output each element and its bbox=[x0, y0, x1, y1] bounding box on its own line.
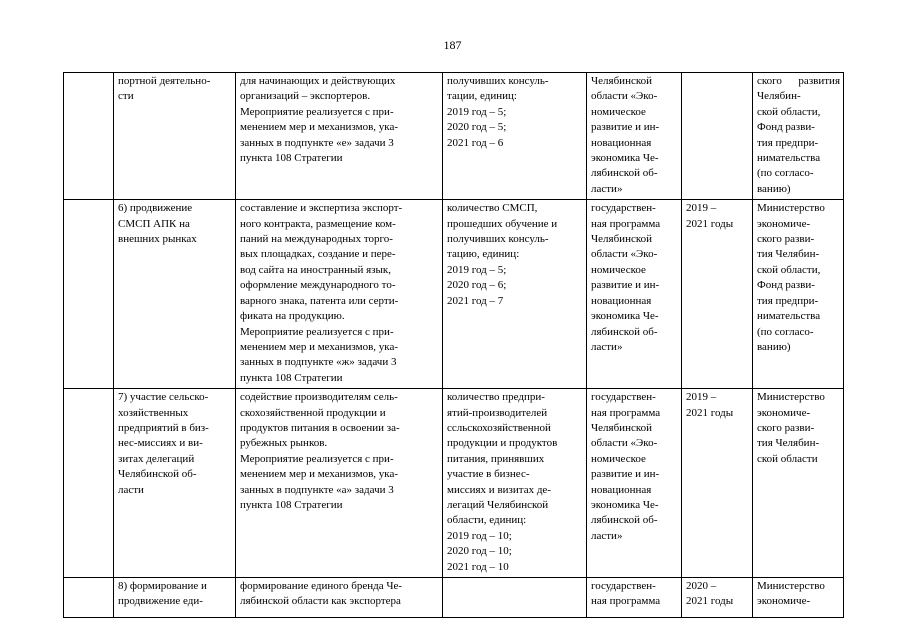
responsible-line: ской области bbox=[757, 452, 818, 465]
indicators-line: 2019 год – 10; bbox=[447, 529, 512, 542]
indicators-line: ятий-производителей bbox=[447, 406, 548, 419]
program-line: экономика Че- bbox=[591, 498, 659, 511]
indicators-cell bbox=[443, 200, 587, 389]
indicators-cell bbox=[443, 389, 587, 578]
activity-line: предприятий в биз- bbox=[118, 421, 209, 434]
indicators-line: ссльскохозяйственной bbox=[447, 421, 551, 434]
activity-cell bbox=[114, 389, 236, 578]
program-line: экономика Че- bbox=[591, 310, 659, 323]
program-line: государствен- bbox=[591, 202, 656, 215]
program-line: области «Эко- bbox=[591, 90, 658, 103]
indicators-line: 2019 год – 5; bbox=[447, 263, 507, 276]
indicators-line: продукции и продуктов bbox=[447, 437, 558, 450]
indicators-cell bbox=[443, 578, 587, 618]
indicators-line: 2019 год – 5; bbox=[447, 105, 507, 118]
activity-line: зитах делегаций bbox=[118, 452, 195, 465]
description-line: формирование единого бренда Че- bbox=[240, 580, 403, 592]
period-line: 2021 годы bbox=[686, 595, 734, 608]
period-cell bbox=[682, 73, 753, 200]
description-line: организаций – экспортеров. bbox=[240, 90, 371, 103]
responsible-line: экономиче- bbox=[757, 595, 811, 608]
indicators-line: 2021 год – 7 bbox=[447, 294, 504, 307]
responsible-line: тия предпри- bbox=[757, 136, 819, 149]
description-cell bbox=[236, 200, 443, 389]
description-line: фиката на продукцию. bbox=[240, 310, 345, 323]
period-line: 2021 годы bbox=[686, 406, 734, 419]
program-line: номическое bbox=[591, 452, 646, 465]
description-line: паний на международных торго- bbox=[240, 233, 393, 246]
program-line: государствен- bbox=[591, 580, 656, 592]
description-cell bbox=[236, 578, 443, 618]
responsible-line: Фонд разви- bbox=[757, 121, 815, 134]
program-line: лябинской об- bbox=[591, 325, 658, 338]
description-line: варного знака, патента или серти- bbox=[240, 294, 399, 307]
indicators-line: получивших консуль- bbox=[447, 233, 549, 246]
description-line: вод сайта на иностранный язык, bbox=[240, 263, 391, 276]
program-line: развитие и ин- bbox=[591, 121, 660, 134]
description-line: рубежных рынков. bbox=[240, 437, 328, 450]
description-line: пункта 108 Стратегии bbox=[240, 371, 343, 384]
program-line: области «Эко- bbox=[591, 437, 658, 450]
responsible-line: ванию) bbox=[757, 182, 791, 195]
activity-line: Челябинской об- bbox=[118, 468, 197, 481]
activity-cell bbox=[114, 200, 236, 389]
program-line: развитие и ин- bbox=[591, 468, 660, 481]
activity-cell bbox=[114, 73, 236, 200]
responsible-line: ского разви- bbox=[757, 233, 815, 246]
program-line: ная программа bbox=[591, 406, 661, 419]
description-line: оформление международного то- bbox=[240, 279, 396, 292]
responsible-line: тия предпри- bbox=[757, 294, 819, 307]
activity-line: ласти bbox=[118, 483, 144, 496]
description-line: ного контракта, размещение ком- bbox=[240, 217, 396, 230]
activity-line: 8) формирование и bbox=[118, 580, 207, 592]
program-cell bbox=[587, 389, 682, 578]
indicators-line: получивших консуль- bbox=[447, 75, 549, 87]
activity-line: портной деятельно- bbox=[118, 75, 211, 87]
indicators-line: прошедших обучение и bbox=[447, 217, 558, 230]
number-cell bbox=[64, 73, 114, 200]
program-line: ная программа bbox=[591, 595, 661, 608]
responsible-cell bbox=[753, 389, 844, 578]
program-cell bbox=[587, 200, 682, 389]
program-line: экономика Че- bbox=[591, 152, 659, 165]
responsible-line: Министерство bbox=[757, 580, 825, 592]
program-line: номическое bbox=[591, 263, 646, 276]
responsible-line: тия Челябин- bbox=[757, 437, 820, 450]
indicators-line: 2021 год – 10 bbox=[447, 560, 509, 573]
page-number: 187 bbox=[443, 38, 462, 52]
table-row bbox=[64, 578, 844, 618]
period-line: 2021 годы bbox=[686, 217, 734, 230]
period-cell bbox=[682, 389, 753, 578]
indicators-line: легаций Челябинской bbox=[447, 498, 549, 511]
program-line: государствен- bbox=[591, 391, 656, 404]
responsible-line: нимательства bbox=[757, 152, 821, 165]
indicators-line: участие в бизнес- bbox=[447, 468, 530, 481]
responsible-cell bbox=[753, 578, 844, 618]
number-cell bbox=[64, 578, 114, 618]
table-row bbox=[64, 73, 844, 200]
strategy-table bbox=[63, 72, 844, 618]
number-cell bbox=[64, 389, 114, 578]
activity-line: хозяйственных bbox=[118, 406, 189, 419]
description-line: продуктов питания в освоении за- bbox=[240, 421, 400, 434]
responsible-line: тия Челябин- bbox=[757, 248, 820, 261]
description-line: Мероприятие реализуется с при- bbox=[240, 325, 394, 338]
table-row bbox=[64, 389, 844, 578]
responsible-line: ского развития Челябин- bbox=[757, 75, 840, 103]
description-line: занных в подпункте «ж» задачи 3 bbox=[240, 356, 397, 369]
description-line: скохозяйственной продукции и bbox=[240, 406, 386, 419]
program-cell bbox=[587, 73, 682, 200]
indicators-line: 2020 год – 6; bbox=[447, 279, 507, 292]
program-line: области «Эко- bbox=[591, 248, 658, 261]
activity-line: сти bbox=[118, 90, 134, 103]
activity-cell bbox=[114, 578, 236, 618]
description-line: Мероприятие реализуется с при- bbox=[240, 105, 394, 118]
program-line: лябинской об- bbox=[591, 514, 658, 527]
program-line: номическое bbox=[591, 105, 646, 118]
responsible-line: (по согласо- bbox=[757, 167, 814, 180]
program-line: Челябинской bbox=[591, 421, 653, 434]
period-cell bbox=[682, 578, 753, 618]
description-line: пункта 108 Стратегии bbox=[240, 152, 343, 165]
responsible-line: ского разви- bbox=[757, 421, 815, 434]
indicators-line: миссиях и визитах де- bbox=[447, 483, 551, 496]
responsible-line: ской области, bbox=[757, 105, 821, 118]
activity-line: продвижение еди- bbox=[118, 595, 203, 608]
responsible-line: Министерство bbox=[757, 391, 825, 404]
responsible-line: нимательства bbox=[757, 310, 821, 323]
period-cell bbox=[682, 200, 753, 389]
period-line: 2019 – bbox=[686, 391, 717, 404]
description-line: лябинской области как экспортера bbox=[240, 595, 401, 608]
responsible-cell bbox=[753, 200, 844, 389]
responsible-line: Фонд разви- bbox=[757, 279, 815, 292]
responsible-cell bbox=[753, 73, 844, 200]
description-line: вых площадках, создание и пере- bbox=[240, 248, 396, 261]
program-line: новационная bbox=[591, 483, 652, 496]
responsible-line: Министерство bbox=[757, 202, 825, 215]
activity-line: внешних рынках bbox=[118, 233, 197, 246]
program-line: развитие и ин- bbox=[591, 279, 660, 292]
activity-line: СМСП АПК на bbox=[118, 217, 190, 230]
program-line: новационная bbox=[591, 136, 652, 149]
description-line: менением мер и механизмов, ука- bbox=[240, 340, 398, 353]
responsible-line: (по согласо- bbox=[757, 325, 814, 338]
program-line: лябинской об- bbox=[591, 167, 658, 180]
description-line: составление и экспертиза экспорт- bbox=[240, 202, 403, 215]
responsible-line: ской области, bbox=[757, 263, 821, 276]
description-cell bbox=[236, 73, 443, 200]
indicators-line: 2021 год – 6 bbox=[447, 136, 504, 149]
program-line: новационная bbox=[591, 294, 652, 307]
activity-line: нес-миссиях и ви- bbox=[118, 437, 203, 450]
description-cell bbox=[236, 389, 443, 578]
indicators-line: области, единиц: bbox=[447, 514, 527, 527]
program-line: ная программа bbox=[591, 217, 661, 230]
program-line: Челябинской bbox=[591, 233, 653, 246]
indicators-line: питания, принявших bbox=[447, 452, 545, 465]
description-line: занных в подпункте «е» задачи 3 bbox=[240, 136, 394, 149]
description-line: занных в подпункте «а» задачи 3 bbox=[240, 483, 394, 496]
program-cell bbox=[587, 578, 682, 618]
activity-line: 7) участие сельско- bbox=[118, 391, 209, 404]
program-line: Челябинской bbox=[591, 75, 653, 87]
responsible-line: экономиче- bbox=[757, 217, 811, 230]
description-line: пункта 108 Стратегии bbox=[240, 498, 343, 511]
program-line: ласти» bbox=[591, 340, 623, 353]
description-line: менением мер и механизмов, ука- bbox=[240, 121, 398, 134]
table-row bbox=[64, 200, 844, 389]
period-line: 2020 – bbox=[686, 580, 717, 592]
program-line: ласти» bbox=[591, 529, 623, 542]
description-line: содействие производителям сель- bbox=[240, 391, 398, 404]
description-line: для начинающих и действующих bbox=[240, 75, 396, 87]
description-line: менением мер и механизмов, ука- bbox=[240, 468, 398, 481]
indicators-line: тации, единиц: bbox=[447, 90, 517, 103]
indicators-line: количество предпри- bbox=[447, 391, 545, 404]
activity-line: 6) продвижение bbox=[118, 202, 193, 215]
responsible-line: экономиче- bbox=[757, 406, 811, 419]
description-line: Мероприятие реализуется с при- bbox=[240, 452, 394, 465]
indicators-line: 2020 год – 5; bbox=[447, 121, 507, 134]
indicators-line: 2020 год – 10; bbox=[447, 545, 512, 558]
indicators-cell bbox=[443, 73, 587, 200]
responsible-line: ванию) bbox=[757, 340, 791, 353]
period-line: 2019 – bbox=[686, 202, 717, 215]
indicators-line: тацию, единиц: bbox=[447, 248, 520, 261]
program-line: ласти» bbox=[591, 182, 623, 195]
indicators-line: количество СМСП, bbox=[447, 202, 538, 215]
number-cell bbox=[64, 200, 114, 389]
